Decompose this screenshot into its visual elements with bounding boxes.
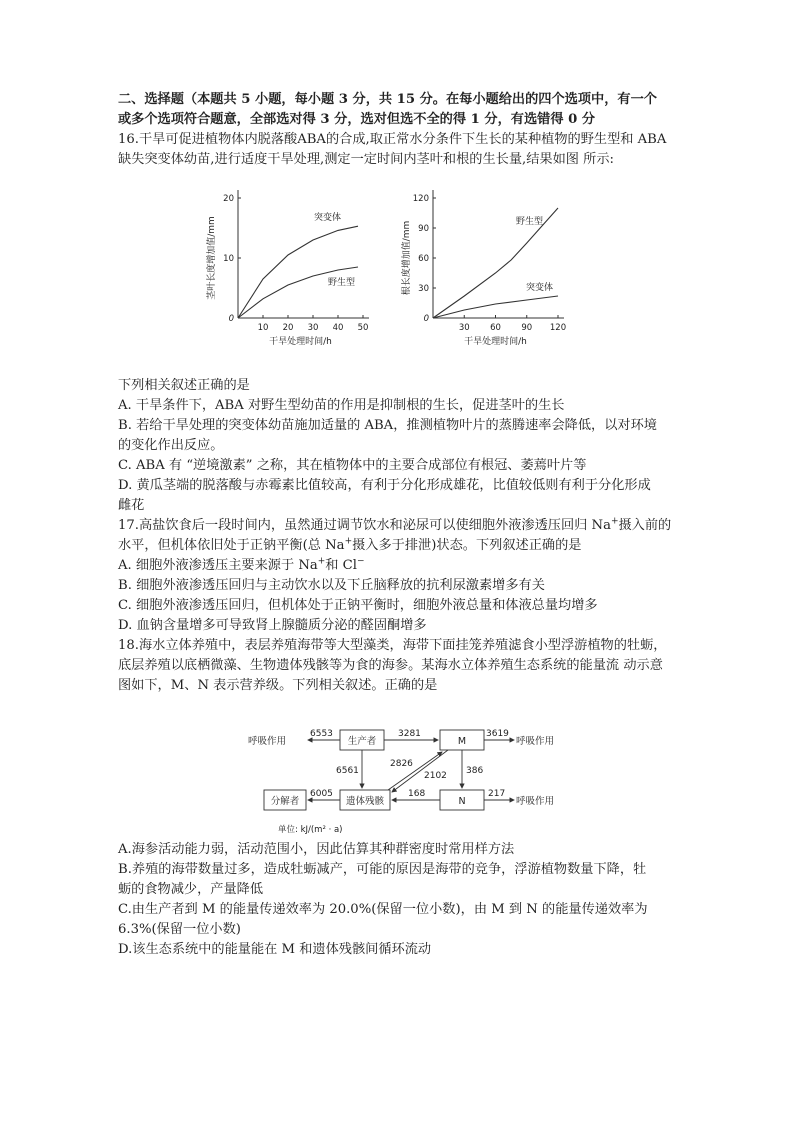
chart2-series-1-line (433, 296, 558, 318)
value-3281: 3281 (398, 729, 421, 739)
value-6553: 6553 (310, 729, 333, 739)
q18-option-c-line1: C.由生产者到 M 的能量传递效率为 20.0%(保留一位小数)，由 M 到 N 的能量传递效率为 (118, 902, 648, 917)
chart1-y-tick-label: 20 (223, 194, 234, 204)
value-6561: 6561 (336, 766, 359, 776)
value-2826: 2826 (390, 759, 413, 769)
chart1-x-tick-label: 40 (332, 323, 344, 333)
value-2102: 2102 (424, 771, 447, 781)
m-label: M (457, 736, 467, 747)
q16-option-c: C. ABA 有 “逆境激素” 之称，其在植物体中的主要合成部位有根冠、萎蔫叶片等 (118, 458, 587, 473)
chart1-x-axis-label: 干旱处理时间/h (269, 337, 332, 347)
value-6005: 6005 (310, 789, 333, 799)
exam-page (118, 90, 698, 960)
value-3619: 3619 (486, 729, 509, 739)
q17-stem-line1: 17.高盐饮食后一段时间内，虽然通过调节饮水和泌尿可以使细胞外液渗透压回归 Na+摄入前的 (118, 516, 672, 533)
q17-option-c: C. 细胞外液渗透压回归，但机体处于正钠平衡时，细胞外液总量和体液总量均增多 (118, 598, 598, 613)
q18-option-d: D.该生态系统中的能量能在 M 和遗体残骸间循环流动 (118, 942, 432, 957)
decomposer-label: 分解者 (270, 796, 300, 807)
chart2-y-axis-label: 根长度增加值/mm (402, 220, 412, 296)
value-386: 386 (466, 766, 484, 776)
q18-option-b-line1: B.养殖的海带数量过多，造成牡蛎减产，可能的原因是海带的竞争，浮游植物数量下降，牡 (118, 862, 647, 877)
q17-option-d: D. 血钠含量增多可导致肾上腺髓质分泌的醛固酮增多 (118, 618, 427, 633)
q18-stem-line1: 18.海水立体养殖中，表层养殖海带等大型藻类，海带下面挂笼养殖滤食小型浮游植物的牡蛎， (118, 638, 667, 653)
chart1-series-1-line (238, 267, 358, 318)
chart2-x-tick-label: 60 (490, 323, 501, 333)
chart1-origin-label: 0 (228, 314, 234, 324)
value-168: 168 (408, 789, 426, 799)
n-label: N (458, 796, 466, 807)
producer-label: 生产者 (347, 736, 377, 747)
resp-label-n: 呼吸作用 (516, 796, 555, 807)
chart1-x-tick-label: 20 (282, 323, 294, 333)
q16-option-d-line2: 雌花 (118, 498, 145, 513)
chart2-y-tick-label: 90 (418, 224, 429, 234)
stem-leaf-chart (206, 178, 386, 376)
q18-option-c-line2: 6.3%(保留一位小数) (118, 922, 241, 937)
q16-option-d-line1: D. 黄瓜茎端的脱落酸与赤霉素比值较高，有利于分化形成雄花，比值较低则有利于分化形成 (118, 478, 651, 493)
q17-option-b: B. 细胞外液渗透压回归与主动饮水以及下丘脑释放的抗利尿激素增多有关 (118, 578, 545, 593)
q16-lead: 下列相关叙述正确的是 (118, 378, 250, 393)
energy-flow-svg (248, 700, 558, 840)
chart1-x-tick-label: 50 (357, 323, 369, 333)
section-header-line2: 或多个选项符合题意，全部选对得 3 分，选对但选不全的得 1 分，有选错得 0 分 (118, 112, 596, 127)
q18-option-b-line2: 蛎的食物减少，产量降低 (118, 882, 264, 897)
chart2-y-tick-label: 60 (418, 254, 429, 264)
chart1-x-tick-label: 10 (257, 323, 269, 333)
q16-option-b-line2: 的变化作出反应。 (118, 438, 224, 453)
q18-option-a: A.海参活动能力弱，活动范围小，因此估算其种群密度时常用样方法 (118, 842, 515, 857)
chart2-origin-label: 0 (423, 314, 429, 324)
chart1-y-tick-label: 10 (223, 254, 234, 264)
energy-flow-diagram (118, 700, 698, 840)
q16-option-a: A. 干旱条件下，ABA 对野生型幼苗的作用是抑制根的生长，促进茎叶的生长 (118, 398, 565, 413)
chart2-series-0-label: 野生型 (516, 217, 544, 227)
q17-option-a: A. 细胞外液渗透压主要来源于 Na+和 Cl− (118, 556, 365, 573)
q16-option-b-line1: B. 若给干旱处理的突变体幼苗施加适量的 ABA，推测植物叶片的蒸腾速率会降低，以对环境 (118, 418, 657, 433)
resp-label-m: 呼吸作用 (516, 736, 555, 747)
q18-stem-line2: 底层养殖以底栖微藻、生物遗体残骸等为食的海参。某海水立体养殖生态系统的能量流 动示意 (118, 658, 663, 673)
value-217: 217 (488, 789, 506, 799)
chart2-y-tick-label: 120 (412, 194, 429, 204)
chart2-series-1-label: 突变体 (526, 283, 554, 293)
q16-stem-line1: 16.干旱可促进植物体内脱落酸ABA的合成,取正常水分条件下生长的某种植物的野生型和 ABA (118, 132, 667, 147)
chart1-y-axis-label: 茎叶长度增加值/mm (207, 216, 217, 300)
q16-figure (118, 178, 698, 376)
chart2-y-tick-label: 30 (418, 284, 429, 294)
unit-label: 单位: kJ/(m² · a) (278, 825, 343, 835)
chart1-series-1-label: 野生型 (328, 278, 356, 288)
q17-stem-line2: 水平，但机体依旧处于正钠平衡(总 Na+摄入多于排泄)状态。下列叙述正确的是 (118, 536, 582, 553)
chart2-x-axis-label: 干旱处理时间/h (464, 337, 527, 347)
root-chart (401, 178, 581, 376)
chart1-series-0-label: 突变体 (314, 213, 342, 224)
q16-stem-line2: 缺失突变体幼苗,进行适度干旱处理,测定一定时间内茎叶和根的生长量,结果如图 所示: (118, 152, 614, 167)
remains-label: 遗体残骸 (345, 796, 385, 807)
chart2-x-tick-label: 90 (521, 323, 533, 333)
chart2-x-tick-label: 30 (458, 323, 470, 333)
chart1-x-tick-label: 30 (307, 323, 319, 333)
q18-stem-line3: 图如下，M、N 表示营养级。下列相关叙述。正确的是 (118, 678, 438, 693)
chart2-x-tick-label: 120 (549, 323, 567, 333)
section-header-line1: 二、选择题（本题共 5 小题，每小题 3 分，共 15 分。在每小题给出的四个选项中，有一个 (118, 92, 657, 107)
resp-label-left: 呼吸作用 (248, 736, 287, 747)
